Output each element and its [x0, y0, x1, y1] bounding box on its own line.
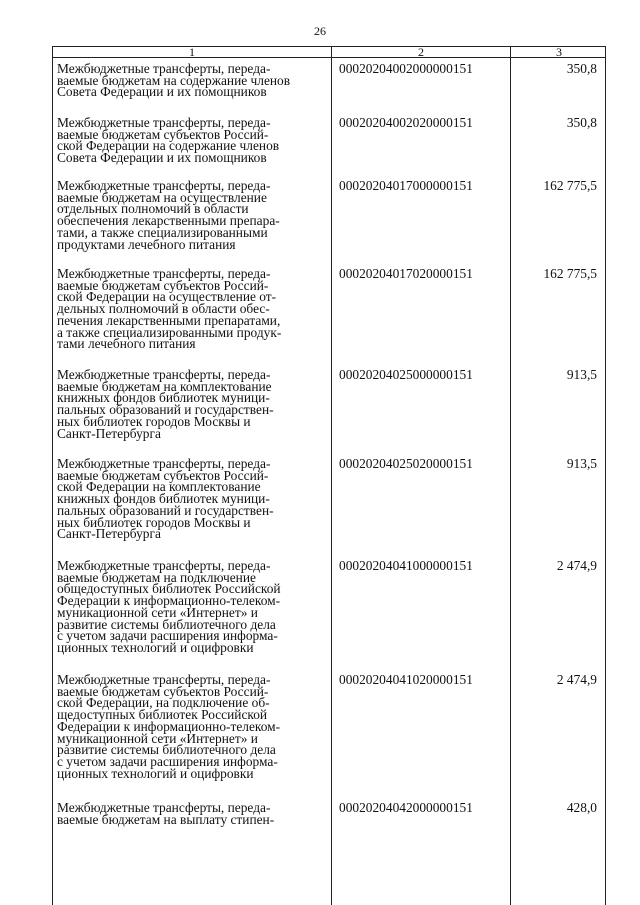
header-col-2: 2: [418, 45, 424, 59]
row-description: Межбюджетные трансферты, переда- ваемые бюджетам на выплату стипен-: [57, 800, 275, 827]
row-amount: 2 474,9: [556, 672, 597, 687]
row-description: Межбюджетные трансферты, переда- ваемые бюджетам субъектов Россий- ской Федерации на комплектование книжных фондов библиотек муници- пальных образований и государствен- ных библиотек городов Москвы и Санкт-Петербурга: [57, 456, 274, 542]
row-description: Межбюджетные трансферты, переда- ваемые бюджетам субъектов Россий- ской Федерации на содержание членов Совета Федерации и их помощников: [57, 115, 280, 166]
row-code: 00020204017020000151: [339, 266, 473, 281]
row-code: 00020204041000000151: [339, 558, 473, 573]
header-col-3: 3: [556, 45, 562, 59]
row-code: 00020204002000000151: [339, 61, 473, 76]
row-code: 00020204041020000151: [339, 672, 473, 687]
row-code: 00020204025020000151: [339, 456, 473, 471]
column-divider: [510, 46, 511, 905]
row-code: 00020204025000000151: [339, 367, 473, 382]
row-description: Межбюджетные трансферты, переда- ваемые бюджетам на комплектование книжных фондов библиотек муници- пальных образований и государствен- ных библиотек городов Москвы и Санкт-Петербурга: [57, 367, 274, 441]
header-col-1: 1: [189, 45, 195, 59]
row-description: Межбюджетные трансферты, переда- ваемые бюджетам субъектов Россий- ской Федерации, на подключение об- щедоступных библиотек Российской Федерации к информационно-телеком- муникационной сети «Интернет» и развитие системы библиотечного дела с учетом задачи расширения информа- ционных технологий и оцифровки: [57, 672, 281, 781]
row-description: Межбюджетные трансферты, переда- ваемые бюджетам на осуществление отдельных полномочий в области обеспечения лекарственными препара- тами, а также специализированными продуктами лечебного питания: [57, 178, 280, 252]
row-amount: 2 474,9: [556, 558, 597, 573]
row-amount: 350,8: [566, 61, 597, 76]
page-number: 26: [314, 24, 326, 38]
column-divider: [331, 46, 332, 905]
row-code: 00020204002020000151: [339, 115, 473, 130]
row-description: Межбюджетные трансферты, переда- ваемые бюджетам на содержание членов Совета Федерации и их помощников: [57, 61, 291, 100]
row-amount: 913,5: [566, 367, 597, 382]
row-amount: 350,8: [566, 115, 597, 130]
budget-table: [52, 46, 606, 905]
row-description: Межбюджетные трансферты, переда- ваемые бюджетам субъектов Россий- ской Федерации на осуществление от- дельных полномочий в области обес- печения лекарственными препаратами, а также специализированными продук- тами лечебного питания: [57, 266, 282, 352]
row-amount: 428,0: [566, 800, 597, 815]
table-header: [53, 46, 605, 58]
row-amount: 162 775,5: [543, 178, 597, 193]
row-amount: 162 775,5: [543, 266, 597, 281]
row-description: Межбюджетные трансферты, переда- ваемые бюджетам на подключение общедоступных библиотек Российской Федерации к информационно-телеком- муникационной сети «Интернет» и развитие системы библиотечного дела с учетом задачи расширения информа- ционных технологий и оцифровки: [57, 558, 281, 655]
row-code: 00020204042000000151: [339, 800, 473, 815]
row-code: 00020204017000000151: [339, 178, 473, 193]
row-amount: 913,5: [566, 456, 597, 471]
